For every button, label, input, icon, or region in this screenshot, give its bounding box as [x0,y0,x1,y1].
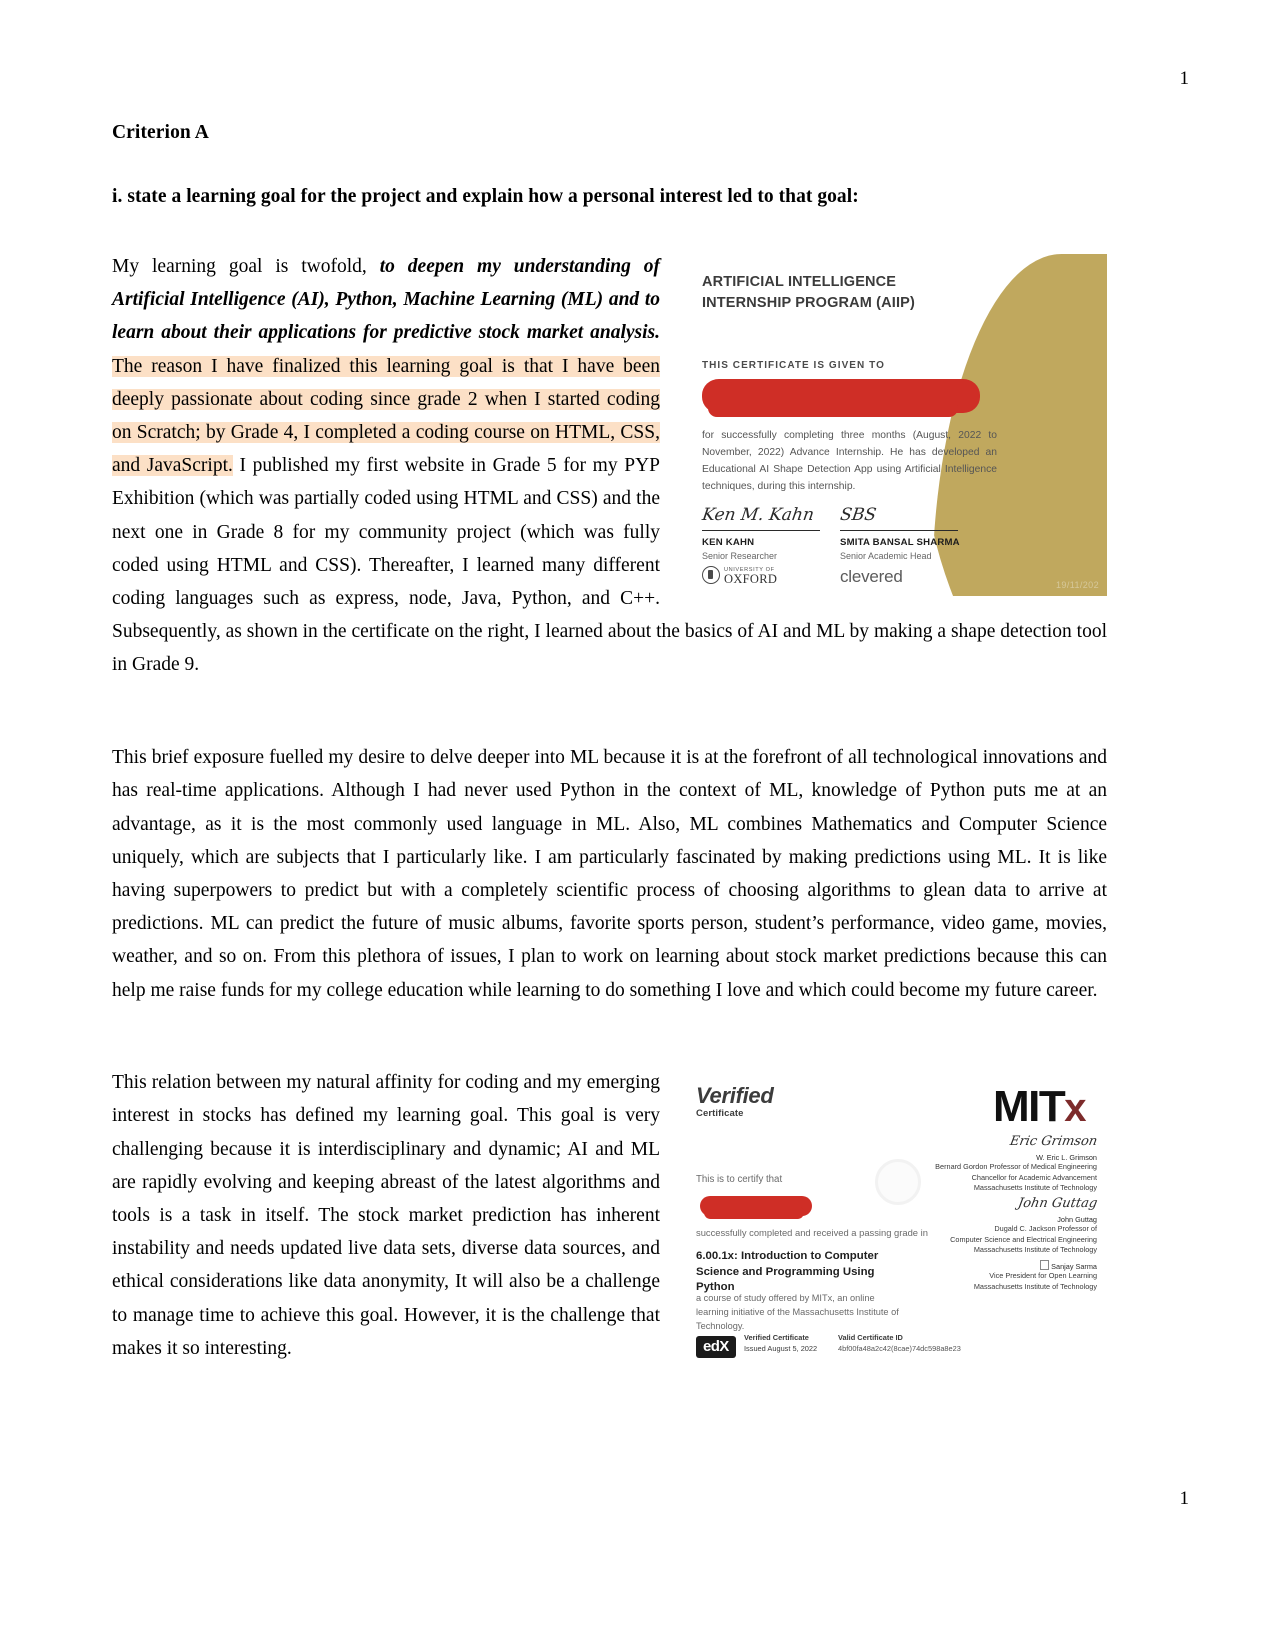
valid-id-value: 4bf00fa48a2c42(8cae)74dc598a8e23 [838,1344,961,1354]
signatory-role-line2: Vice President for Open Learning [989,1271,1097,1281]
course-title: 6.00.1x: Introduction to Computer Science and Programming Using Python [696,1250,879,1294]
mitx-logo-x: x [1064,1086,1085,1131]
oxford-logo-text [724,566,777,584]
section-prompt: i. state a learning goal for the project and explain how a personal interest led to that goal: [112,186,859,207]
certificate-aiip-signatory-1 [702,505,820,561]
page-number-top: 1 [1179,68,1189,89]
document-content [112,122,1107,1369]
paragraph-three: This relation between my natural affinity for coding and my emerging interest in stocks has defined my learning goal. This goal is very challenging because it is interdisciplinary and dynamic; AI and ML are rapidly evolving and keeping abreast of the latest algorithms and tools is a task in itself. The stock market prediction has inherent instability and needs updated live data sets, diverse data sources, and ethical considerations like data anonymity, It will also be a challenge to manage time to achieve this goal. However, it is the challenge that makes it so interesting. [112,1072,660,1359]
oxford-logo-big: OXFORD [724,572,778,586]
mitx-logo [993,1084,1085,1131]
certificate-aiip-given-label: THIS CERTIFICATE IS GIVEN TO [702,360,885,371]
certificate-aiip-title-line1: ARTIFICIAL INTELLIGENCE [702,274,897,290]
signatory-role-line3: Massachusetts Institute of Technology [973,1245,1097,1255]
signature-line [840,530,958,531]
redaction-mark-name [700,1196,812,1216]
p1-pre: My learning goal is twofold, [112,256,380,277]
page-title: Criterion A [112,122,209,143]
section-two [112,741,1107,1007]
certificate-aiip-body: for successfully completing three months (August, 2022 to November, 2022) Advance Internship. He has developed an Educational AI Shape Detection App using Artificial Intelligence techniques, during this internship. [702,430,997,492]
certificate-mitx-signatory-3 [897,1258,1097,1292]
issued-label: Verified Certificate [744,1333,809,1343]
signature-line [702,530,820,531]
issued-date: Issued August 5, 2022 [744,1344,818,1354]
signatory-name: John Guttag [1057,1215,1097,1225]
p1-rest: I published my first website in Grade 5 for my PYP Exhibition (which was partially coded using HTML and CSS) and the next one in Grade 8 for my community project (which was fully coded using HTML and CSS). Thereafter, I learned many different coding languages such as express, node, Java, Python, and C++. Subsequently, as shown in the certificate on the right, I learned about the basics of AI and ML by making a shape detection tool in Grade 9. [112,455,1107,676]
clevered-logo: clevered [840,567,903,586]
signature-mark-icon: John Guttag [1016,1196,1099,1212]
certificate-mitx-image [682,1074,1107,1369]
issued-info [744,1332,817,1354]
passing-grade-label: successfully completed and received a passing grade in [696,1227,928,1239]
p1-learning-goal-emphasis: to deepen my understanding of Artificial Intelligence (AI), Python, Machine Learning (ML) and to learn about their applications for predictive stock market analysis. [112,256,661,344]
certificate-aiip-date: 19/11/202 [1056,580,1099,590]
signatory-name [897,1260,1097,1271]
section-three [112,1066,1107,1365]
signatory-role-line2: Computer Science and Electrical Engineering [950,1234,1097,1244]
signatory-role: Senior Researcher [702,551,778,561]
signatory-role-line1: Dugald C. Jackson Professor of [994,1224,1097,1234]
signatory-name-text: Sanjay Sarma [1051,1262,1097,1272]
certificate-aiip-image [682,254,1107,596]
mitx-logo-mit: MIT [992,1082,1065,1132]
signatory-role: Senior Academic Head [840,551,932,561]
valid-certificate-id [838,1332,968,1354]
certify-label: This is to certify that [696,1174,783,1186]
p1-highlighted-text: The reason I have finalized this learning goal is that I have been deeply passionate about coding since grade 2 when I started coding on Scratch; by Grade 4, I completed a coding course on HTML, CSS, and JavaScript. [112,355,660,477]
oxford-logo-small: UNIVERSITY OF [724,567,775,573]
page-number-bottom: 1 [1179,1488,1189,1509]
verified-word: Verified [696,1083,774,1109]
offered-by-text: a course of study offered by MITx, an online learning initiative of the Massachusetts Institute of Technology. [696,1293,899,1332]
certificate-mitx-signatory-1 [897,1134,1097,1194]
signatory-name: KEN KAHN [702,537,755,548]
certificate-aiip-wrapper [682,254,1107,596]
certificate-aiip-title [702,272,962,314]
valid-id-label: Valid Certificate ID [838,1333,903,1343]
signature-mark-icon: Eric Grimson [1008,1134,1099,1150]
signatory-role-line3: Massachusetts Institute of Technology [973,1183,1097,1193]
signatory-role-line2: Chancellor for Academic Advancement [971,1172,1097,1182]
redaction-mark-name [702,379,980,413]
edx-logo: edX [696,1336,736,1358]
section-one [112,250,1107,682]
signatory-role-line3: Massachusetts Institute of Technology [973,1281,1097,1291]
certificate-aiip-signatory-2 [840,505,960,561]
oxford-logo [702,566,777,584]
paragraph-two: This brief exposure fuelled my desire to delve deeper into ML because it is at the forefront of all technological innovations and has real-time applications. Although I had never used Python in the context of ML, knowledge of Python puts me at an advantage, as it is the most commonly used language in ML. Also, ML combines Mathematics and Computer Science uniquely, which are subjects that I particularly like. I am particularly fascinated by making predictions using ML. It is like having superpowers to predict but with a completely scientific process of choosing algorithms to glean data to arrive at predictions. ML can predict the future of music albums, favorite sports person, student’s performance, video game, movies, weather, and so on. From this plethora of issues, I plan to work on learning about stock market predictions because this can help me raise funds for my college education while learning to do something I love and which could become my future career. [112,747,1107,1001]
verified-certificate-label [696,1084,773,1119]
signatory-role-line1: Bernard Gordon Professor of Medical Engineering [935,1162,1097,1172]
certificate-aiip-title-line2: INTERNSHIP PROGRAM (AIIP) [702,295,915,311]
certificate-mitx-signatory-2 [897,1196,1097,1256]
broken-image-icon [1040,1260,1049,1270]
signature-mark-icon: SBS [838,505,878,525]
signatory-name: W. Eric L. Grimson [1036,1153,1097,1163]
signatory-name: SMITA BANSAL SHARMA [840,537,960,548]
certificate-word: Certificate [696,1108,744,1120]
certificate-mitx-wrapper [682,1074,1107,1369]
signature-mark-icon: Ken M. Kahn [700,505,816,525]
oxford-crest-icon [702,566,720,584]
